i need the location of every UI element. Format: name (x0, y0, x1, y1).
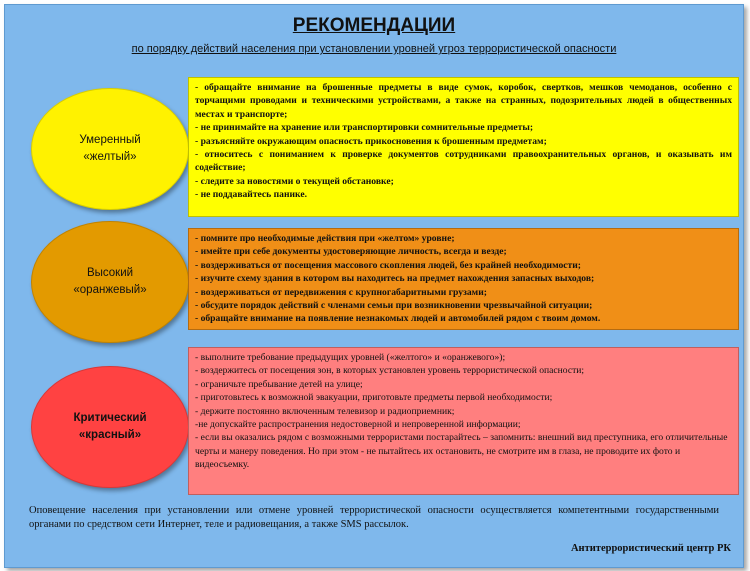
level-moderate-recommendations (188, 77, 739, 217)
recommendation-item: - воздержитесь от посещения зон, в которых установлен уровень террористической опасности; (195, 365, 585, 377)
recommendation-item: - имейте при себе документы удостоверяющие личность, всегда и везде; (195, 246, 507, 258)
recommendation-item: - не поддавайтесь панике. (195, 189, 307, 201)
organization-signature: Антитеррористический центр РК (570, 543, 731, 554)
level-critical-circle (31, 366, 189, 488)
level-critical-color: «красный» (78, 429, 142, 441)
level-high-color: «оранжевый» (73, 284, 147, 296)
recommendation-item: - изучите схему здания в котором вы находитесь на предмет нахождения запасных выходов; (195, 273, 595, 285)
level-critical-recommendations (188, 347, 739, 495)
recommendation-item: - обращайте внимание на появление незнакомых людей и автомобилей рядом с твоим домом. (195, 313, 601, 325)
recommendation-item: - приготовьтесь к возможной эвакуации, приготовьте предметы первой необходимости; (195, 392, 553, 404)
level-high-circle (31, 221, 189, 343)
recommendation-item: - не принимайте на хранение или транспортировки сомнительные предметы; (195, 122, 534, 134)
recommendation-item: - относитесь с пониманием к проверке документов сотрудниками правоохранительных органов, и оказывать им содействие; (195, 149, 732, 174)
recommendation-item: - воздерживаться от передвижения с крупногабаритными грузами; (195, 286, 487, 298)
recommendation-item: - помните про необходимые действия при «желтом» уровне; (195, 233, 455, 244)
recommendation-item: -не допускайте распространения недостоверной и непроверенной информации; (195, 419, 521, 431)
recommendation-item: - воздерживаться от посещения массового скопления людей, без крайней необходимости; (195, 259, 581, 271)
level-moderate-color: «желтый» (83, 151, 137, 163)
level-high-recommendations (188, 228, 739, 330)
level-moderate-circle (31, 88, 189, 210)
recommendation-item: - обращайте внимание на брошенные предметы в виде сумок, коробок, свертков, мешков чемоданов, особенно с торчащими проводами и техническими устройствами, а также на странных, подозрительных людей в общественных местах и транспорте; (195, 82, 732, 120)
recommendation-item: - обсудите порядок действий с членами семьи при возникновении чрезвычайной ситуации; (195, 300, 593, 312)
page-title: РЕКОМЕНДАЦИИ (292, 15, 456, 36)
recommendation-item: - выполните требование предыдущих уровней («желтого» и «оранжевого»); (195, 352, 506, 363)
page-subtitle: по порядку действий населения при установлении уровней угроз террористической опасности (131, 43, 617, 55)
notification-notice: Оповещение населения при установлении или отмене уровней террористической опасности осуществляется компетентными государственными органами по средством сети Интернет, теле и радиовещания, а также SMS рассылок. (29, 505, 719, 530)
level-moderate-name: Умеренный (79, 133, 141, 146)
level-high-name: Высокий (86, 266, 134, 279)
recommendation-item: - если вы оказались рядом с возможными террористами постарайтесь – запомнить: внешний вид преступника, его отличительные черты и манеру поведения. Но при этом - не пытайтесь их остановить, не смотрите им в глаза, не проводите их фото и видеосъемку. (195, 432, 728, 471)
recommendation-item: - разъясняйте окружающим опасность прикосновения к брошенным предметам; (195, 135, 547, 147)
recommendation-item: - держите постоянно включенным телевизор и радиоприемник; (195, 405, 455, 417)
recommendation-item: - ограничьте пребывание детей на улице; (195, 378, 363, 390)
recommendation-item: - следите за новостями о текущей обстановке; (195, 175, 394, 187)
poster (4, 4, 744, 568)
level-critical-name: Критический (73, 411, 147, 424)
